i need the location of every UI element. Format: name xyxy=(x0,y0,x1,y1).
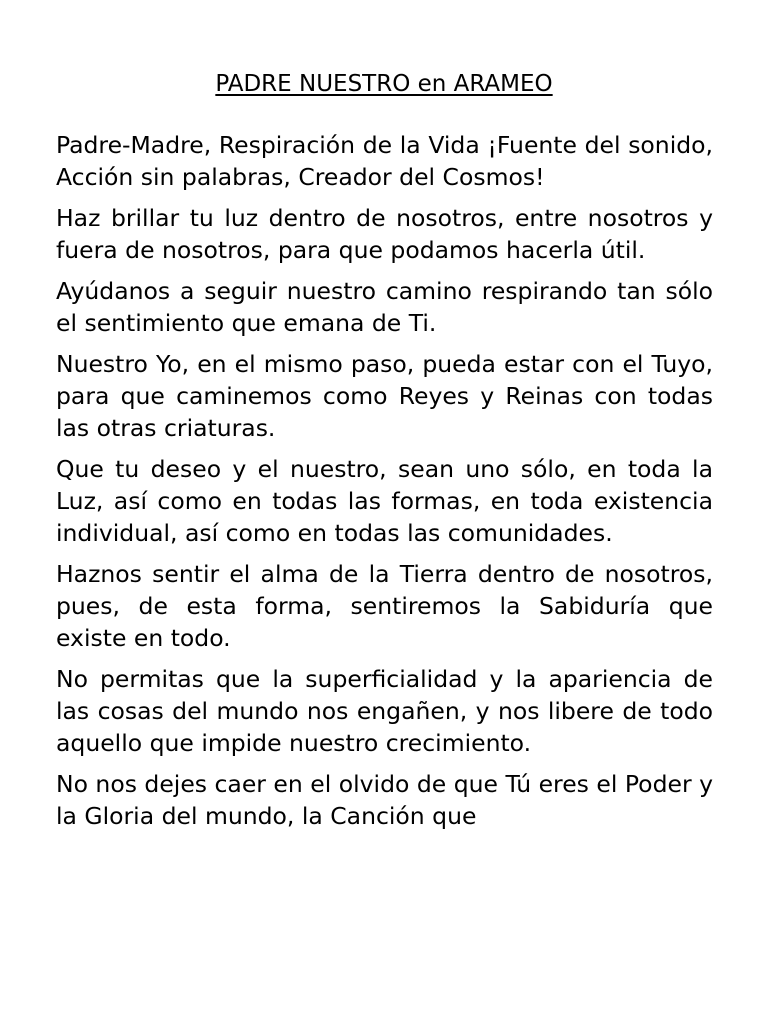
paragraph: No permitas que la superficialidad y la apariencia de las cosas del mundo nos engañen, y nos libere de todo aquello que impide nuestro crecimiento. xyxy=(56,665,713,757)
paragraph: Que tu deseo y el nuestro, sean uno sólo, en toda la Luz, así como en todas las formas, en toda existencia individual, así como en todas las comunidades. xyxy=(56,455,713,547)
document-title: PADRE NUESTRO en ARAMEO xyxy=(215,71,553,97)
paragraph: Padre-Madre, Respiración de la Vida ¡Fuente del sonido, Acción sin palabras, Creador del Cosmos! xyxy=(56,131,713,191)
paragraph: No nos dejes caer en el olvido de que Tú eres el Poder y la Gloria del mundo, la Canción que xyxy=(56,770,713,830)
document-body xyxy=(56,129,713,959)
paragraph: Haznos sentir el alma de la Tierra dentro de nosotros, pues, de esta forma, sentiremos la Sabiduría que existe en todo. xyxy=(56,560,713,652)
paragraph: Nuestro Yo, en el mismo paso, pueda estar con el Tuyo, para que caminemos como Reyes y Reinas con todas las otras criaturas. xyxy=(56,350,713,442)
paragraph: Ayúdanos a seguir nuestro camino respirando tan sólo el sentimiento que emana de Ti. xyxy=(56,277,713,337)
paragraph: Haz brillar tu luz dentro de nosotros, entre nosotros y fuera de nosotros, para que podamos hacerla útil. xyxy=(56,204,713,264)
